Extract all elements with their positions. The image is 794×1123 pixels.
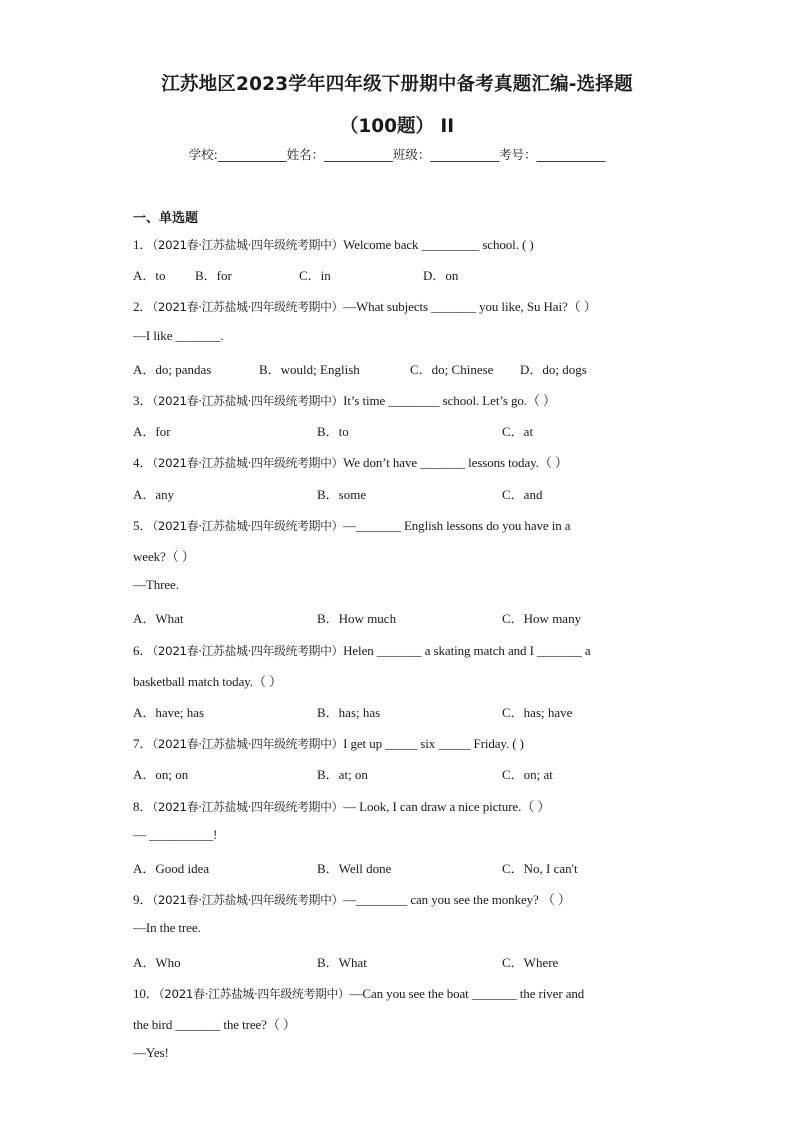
option: B．at; on [317,767,368,782]
question-continuation: —Yes! [133,1045,169,1060]
question-continuation: week?（ ） [133,549,195,564]
question-source: （2021春·江苏盐城·四年级统考期中） [152,238,344,252]
option: C．Where [502,955,559,970]
option: A．on; on [133,767,189,782]
option: B．What [317,955,367,970]
question-continuation: the bird _______ the tree?（ ） [133,1017,296,1032]
question-source: （2021春·江苏盐城·四年级统考期中） [152,394,344,408]
question-text: —What subjects _______ you like, Su Hai?（ ） [343,299,597,314]
question-2 [133,296,597,315]
question-text: We don’t have _______ lessons today.（ ） [343,455,568,470]
question-source: （2021春·江苏盐城·四年级统考期中） [152,737,344,751]
question-text: —Can you see the boat _______ the river and [349,986,585,1001]
question-source: （2021春·江苏盐城·四年级统考期中） [152,644,344,658]
question-text: Helen _______ a skating match and I _______ a [343,643,591,658]
option: B．would; English [259,362,360,377]
section-title: 一、单选题 [133,211,199,226]
option: B．for [195,268,232,283]
question-9 [133,889,571,908]
question-text: I get up _____ six _____ Friday. ( ) [343,736,524,751]
question-number: 1． [133,237,153,252]
option: C．No, I can't [502,861,578,876]
option: A．Who [133,955,181,970]
option: B．has; has [317,705,381,720]
option: D．on [423,268,459,283]
option: A．any [133,487,175,502]
option: B．How much [317,611,397,626]
question-number: 4． [133,455,153,470]
question-continuation: —I like _______. [133,328,224,343]
option: A．Good idea [133,861,210,876]
question-number: 3． [133,393,153,408]
question-7 [133,733,524,752]
question-10 [133,983,584,1002]
question-continuation: —In the tree. [133,920,201,935]
option: C．How many [502,611,582,626]
question-5 [133,515,570,534]
question-number: 6． [133,643,153,658]
question-text: —_______ English lessons do you have in a [343,518,571,533]
question-number: 2． [133,299,153,314]
question-source: （2021春·江苏盐城·四年级统考期中） [158,987,350,1001]
question-continuation: — __________! [133,827,218,842]
option: B．some [317,487,367,502]
option: D．do; dogs [520,362,587,377]
question-text: It’s time ________ school. Let’s go.（ ） [343,393,556,408]
question-1 [133,234,534,253]
page-title: 江苏地区2023学年四年级下册期中备考真题汇编-选择题 [161,74,633,95]
question-number: 7． [133,736,153,751]
question-4 [133,452,568,471]
question-number: 5． [133,518,153,533]
question-number: 8． [133,799,153,814]
option: B．to [317,424,349,439]
option: C．on; at [502,767,553,782]
option: C．has; have [502,705,573,720]
question-text: —________ can you see the monkey? （ ） [343,892,571,907]
page-subtitle: （100题） II [339,116,455,137]
question-source: （2021春·江苏盐城·四年级统考期中） [152,893,344,907]
option: A．for [133,424,171,439]
option: A．What [133,611,184,626]
question-number: 10． [133,986,159,1001]
option: C．and [502,487,543,502]
question-3 [133,390,556,409]
question-text: — Look, I can draw a nice picture.（ ） [343,799,551,814]
question-source: （2021春·江苏盐城·四年级统考期中） [152,456,344,470]
option: B．Well done [317,861,392,876]
question-source: （2021春·江苏盐城·四年级统考期中） [152,519,344,533]
option: C．in [299,268,331,283]
option: A．to [133,268,166,283]
question-continuation: basketball match today.（ ） [133,674,282,689]
question-text: Welcome back _________ school. ( ) [343,237,534,252]
question-source: （2021春·江苏盐城·四年级统考期中） [152,800,344,814]
question-6 [133,640,591,659]
option: A．do; pandas [133,362,212,377]
option: C．at [502,424,534,439]
question-8 [133,796,550,815]
student-info-line: 学校:___________姓名：___________班级：___________考号：___________ [188,147,606,162]
question-source: （2021春·江苏盐城·四年级统考期中） [152,300,344,314]
question-number: 9． [133,892,153,907]
question-continuation: —Three. [133,577,179,592]
option: C．do; Chinese [410,362,494,377]
option: A．have; has [133,705,205,720]
